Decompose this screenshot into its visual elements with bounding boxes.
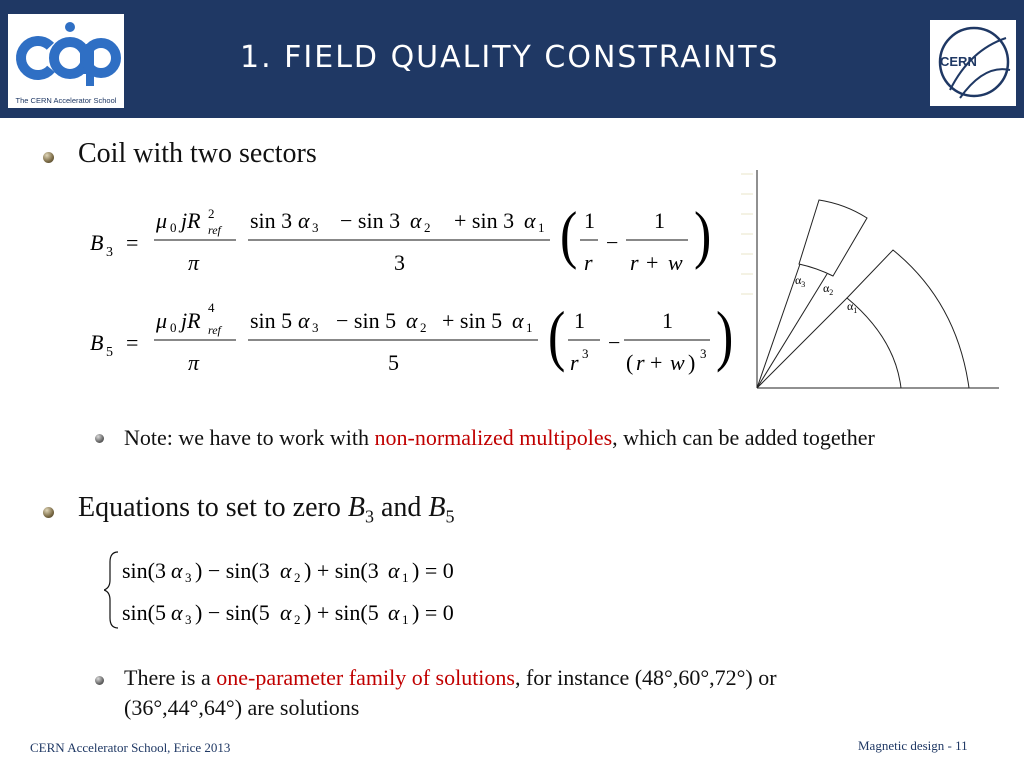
- svg-text:=: =: [126, 230, 139, 255]
- svg-text:1: 1: [402, 570, 409, 585]
- svg-text:sin 3: sin 3: [250, 208, 293, 233]
- svg-text:2: 2: [294, 570, 301, 585]
- cas-logo-mark: [8, 14, 124, 94]
- svg-text:5: 5: [106, 345, 113, 360]
- svg-text:=: =: [126, 330, 139, 355]
- svg-text:5: 5: [388, 350, 399, 375]
- svg-text:−: −: [608, 330, 621, 355]
- equation-b3: [90, 196, 730, 276]
- svg-text:α: α: [298, 308, 310, 333]
- svg-text:1: 1: [538, 220, 545, 235]
- svg-text:) + sin(5: ) + sin(5: [304, 600, 379, 625]
- equation-b5: [90, 296, 750, 380]
- coil-sector-outer: [799, 200, 867, 276]
- svg-text:) − sin(5: ) − sin(5: [195, 600, 270, 625]
- bullet-coil-two-sectors: Coil with two sectors: [78, 138, 317, 169]
- footer-page-number: Magnetic design - 11: [858, 738, 968, 753]
- svg-text:1: 1: [402, 612, 409, 627]
- note-text: There is a: [124, 665, 217, 690]
- bullet-equations-zero: [78, 492, 454, 528]
- sub-5: 5: [445, 506, 455, 527]
- var-b: B: [347, 492, 365, 523]
- svg-text:μ: μ: [156, 208, 168, 233]
- svg-text:(: (: [548, 298, 566, 374]
- svg-text:α: α: [512, 308, 524, 333]
- svg-text:): ): [694, 198, 712, 271]
- svg-text:w: w: [668, 250, 683, 275]
- coil-sector-inner: [847, 250, 969, 388]
- bullet-icon: [43, 507, 54, 518]
- note-text: Note: we have to work with: [124, 425, 375, 450]
- svg-text:1: 1: [526, 320, 533, 335]
- angle-line-1: [757, 298, 847, 388]
- bullet-and: and: [373, 492, 429, 523]
- svg-text:r: r: [630, 250, 639, 275]
- sub-3: 3: [364, 506, 374, 527]
- page-title: 1. FIELD QUALITY CONSTRAINTS: [240, 40, 780, 75]
- highlight-one-parameter: one-parameter family of solutions: [216, 665, 515, 690]
- svg-text:jR: jR: [181, 308, 201, 333]
- svg-text:α: α: [280, 600, 292, 625]
- svg-text:α: α: [171, 558, 183, 583]
- svg-text:1: 1: [662, 308, 673, 333]
- bullet-icon: [43, 152, 54, 163]
- system-brace: [104, 552, 118, 628]
- var-b: B: [428, 492, 446, 523]
- svg-text:α: α: [410, 208, 422, 233]
- svg-text:B: B: [90, 330, 104, 355]
- svg-text:α: α: [298, 208, 310, 233]
- cern-logo-text: CERN: [940, 54, 977, 69]
- note-solutions: [124, 663, 864, 723]
- svg-text:sin(3: sin(3: [122, 558, 166, 583]
- svg-text:− sin 3: − sin 3: [340, 208, 401, 233]
- svg-text:2: 2: [420, 320, 427, 335]
- svg-text:μ: μ: [156, 308, 168, 333]
- svg-text:r: r: [570, 350, 579, 375]
- cas-logo: [8, 14, 124, 108]
- svg-text:α: α: [171, 600, 183, 625]
- svg-text:α: α: [406, 308, 418, 333]
- svg-text:) = 0: ) = 0: [412, 600, 454, 625]
- svg-text:r: r: [636, 350, 645, 375]
- svg-text:3: 3: [312, 220, 319, 235]
- svg-text:) + sin(3: ) + sin(3: [304, 558, 379, 583]
- svg-text:ref: ref: [208, 223, 221, 237]
- svg-text:α: α: [388, 558, 400, 583]
- sub-bullet-icon: [95, 434, 104, 443]
- svg-text:1: 1: [574, 308, 585, 333]
- equation-system: [104, 548, 544, 632]
- svg-text:π: π: [188, 350, 200, 375]
- svg-text:1: 1: [584, 208, 595, 233]
- svg-text:3: 3: [106, 245, 113, 260]
- note-text-end: , for instance (48°,60°,72°) or (36°,44°,64°) are solutions: [124, 665, 777, 720]
- alpha1-label: $\alpha_1$: [847, 299, 858, 315]
- svg-text:3: 3: [185, 612, 192, 627]
- svg-text:π: π: [188, 250, 200, 275]
- svg-text:jR: jR: [181, 208, 201, 233]
- svg-text:3: 3: [312, 320, 319, 335]
- svg-text:(: (: [560, 198, 578, 271]
- svg-text:3: 3: [582, 346, 589, 361]
- alpha3-label: $\alpha_3$: [795, 273, 806, 289]
- cas-logo-caption: The CERN Accelerator School: [15, 96, 117, 105]
- svg-text:(: (: [626, 350, 634, 375]
- svg-text:0: 0: [170, 320, 177, 335]
- cern-logo: [930, 20, 1016, 106]
- svg-text:sin(5: sin(5: [122, 600, 166, 625]
- svg-text:−: −: [606, 230, 619, 255]
- svg-text:4: 4: [208, 300, 215, 315]
- svg-text:): ): [688, 350, 696, 375]
- header-bar: [0, 0, 1024, 118]
- svg-text:+: +: [646, 250, 659, 275]
- svg-text:2: 2: [208, 206, 215, 221]
- footer-left: CERN Accelerator School, Erice 2013: [30, 740, 231, 755]
- coil-sector-diagram: [735, 162, 1005, 402]
- note-text-end: , which can be added together: [612, 425, 875, 450]
- svg-text:sin 5: sin 5: [250, 308, 293, 333]
- angle-line-3: [757, 264, 800, 388]
- sub-bullet-icon: [95, 676, 104, 685]
- alpha2-label: $\alpha_2$: [823, 281, 834, 297]
- svg-text:B: B: [90, 230, 104, 255]
- svg-text:1: 1: [654, 208, 665, 233]
- svg-text:3: 3: [185, 570, 192, 585]
- bullet-text: Equations to set to zero: [78, 492, 348, 523]
- svg-text:r: r: [584, 250, 593, 275]
- svg-text:ref: ref: [208, 323, 221, 337]
- svg-text:3: 3: [700, 346, 707, 361]
- svg-text:) − sin(3: ) − sin(3: [195, 558, 270, 583]
- svg-text:2: 2: [424, 220, 431, 235]
- angle-line-2: [757, 274, 827, 388]
- svg-text:α: α: [524, 208, 536, 233]
- svg-text:3: 3: [394, 250, 405, 275]
- svg-text:2: 2: [294, 612, 301, 627]
- svg-text:0: 0: [170, 220, 177, 235]
- svg-text:w: w: [670, 350, 685, 375]
- svg-text:α: α: [388, 600, 400, 625]
- svg-text:+ sin 5: + sin 5: [442, 308, 503, 333]
- svg-text:− sin 5: − sin 5: [336, 308, 397, 333]
- note-non-normalized: [124, 423, 984, 453]
- highlight-non-normalized: non-normalized multipoles: [374, 425, 613, 450]
- svg-text:α: α: [280, 558, 292, 583]
- svg-text:+: +: [650, 350, 663, 375]
- svg-text:): ): [716, 298, 734, 374]
- svg-text:+ sin 3: + sin 3: [454, 208, 515, 233]
- svg-text:) = 0: ) = 0: [412, 558, 454, 583]
